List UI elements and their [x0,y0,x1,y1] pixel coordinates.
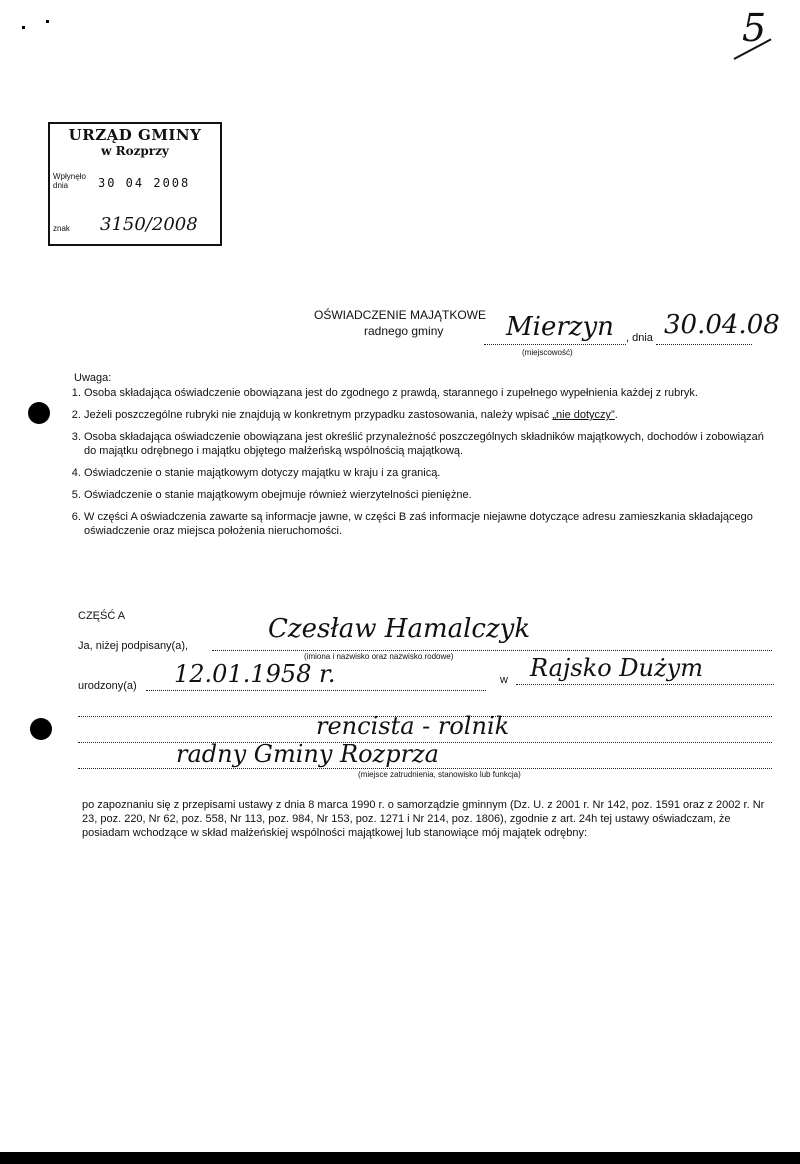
date-line [656,344,752,345]
signer-caption: (imiona i nazwisko oraz nazwisko rodowe) [304,652,454,661]
born-label: urodzony(a) [78,680,137,692]
employer-handwritten: radny Gminy Rozprza [176,740,439,768]
place-handwritten: Mierzyn [506,312,614,342]
date-label: , dnia [626,332,653,344]
stamp-ref-value: 3150/2008 [100,214,198,235]
stamp-received-label: Wpłynęło dnia [53,172,86,190]
office-stamp [48,122,222,246]
date-handwritten: 30.04.08 [664,310,780,340]
note-item-5: 5. Oświadczenie o stanie majątkowym obejmuje również wierzytelności pieniężne. [84,488,774,502]
signer-line [212,650,772,651]
margin-bullet [28,402,50,424]
born-in-label: w [500,674,508,686]
stamp-received-date: 30 04 2008 [98,176,191,190]
born-place-line [516,684,774,685]
employment-line [78,768,772,769]
occupation-handwritten: rencista - rolnik [316,712,510,740]
note-item-2-end: . [614,409,618,421]
notes-list [64,386,774,546]
document-subtitle: radnego gminy [364,324,444,338]
born-date-line [146,690,486,691]
scan-edge [0,1152,800,1164]
stamp-title: URZĄD GMINY [68,126,202,144]
stamp-subtitle: w Rozprzy [101,144,169,158]
notes-heading: Uwaga: [74,372,112,384]
signer-label: Ja, niżej podpisany(a), [78,640,189,652]
stamp-ref-label: znak [53,224,70,233]
note-item-2 [84,408,774,422]
place-caption: (miejscowość) [522,348,573,357]
page-number: 5 [742,6,767,50]
note-item-4: 4. Oświadczenie o stanie majątkowym dotyczy majątku w kraju i za granicą. [84,466,774,480]
scan-speck [46,20,49,23]
note-item-2-text: Jeżeli poszczególne rubryki nie znajdują w konkretnym przypadku zastosowania, należy wpisać [84,409,550,421]
signer-handwritten: Czesław Hamalczyk [268,614,531,644]
statement-paragraph: po zapoznaniu się z przepisami ustawy z dnia 8 marca 1990 r. o samorządzie gminnym (Dz. U. z 2001 r. Nr 142, poz. 1591 oraz z 2002 r. Nr 23, poz. 220, Nr 62, poz. 558, Nr 113, poz. 984, Nr 153, poz. 1271 i Nr 214, poz. 1806), zgodnie z art. 24h tej ustawy oświadczam, że posiadam wchodzące w skład małżeńskiej wspólności majątkowej lub stanowiące mój majątek odrębny: [82,799,765,839]
scan-speck [22,26,25,29]
note-item-2-quote: „nie dotyczy” [552,409,615,421]
born-date-handwritten: 12.01.1958 r. [174,660,336,688]
born-place-handwritten: Rajsko Dużym [530,654,703,682]
employment-caption: (miejsce zatrudnienia, stanowisko lub funkcja) [358,770,521,779]
margin-bullet [30,718,52,740]
place-line [484,344,626,345]
note-item-6: 6. W części A oświadczenia zawarte są informacje jawne, w części B zaś informacje niejawne dotyczące adresu zamieszkania składającego oświadczenie oraz miejsca położenia nieruchomości. [84,510,774,538]
note-item-3: 3. Osoba składająca oświadczenie obowiązana jest określić przynależność poszczególnych składników majątkowych, dochodów i zobowiązań do majątku odrębnego i majątku objętego małżeńską wspólnością majątkową. [84,430,774,458]
section-a-heading: CZĘŚĆ A [78,610,126,622]
document-title: OŚWIADCZENIE MAJĄTKOWE [314,308,487,322]
note-item-1: 1. Osoba składająca oświadczenie obowiązana jest do zgodnego z prawdą, starannego i zupełnego wypełnienia każdej z rubryk. [84,386,774,400]
